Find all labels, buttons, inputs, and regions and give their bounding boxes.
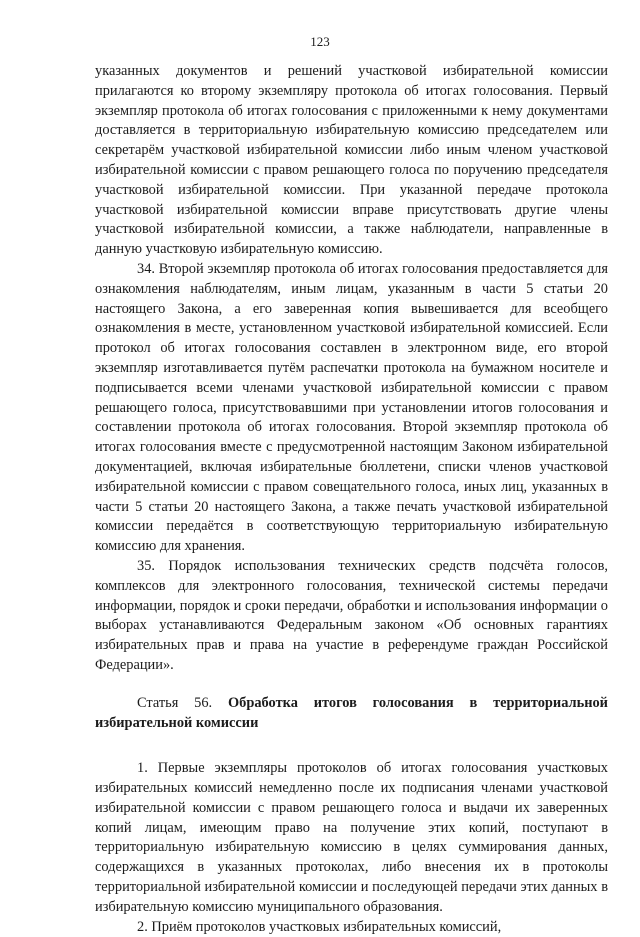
paragraph-35: 35. Порядок использования технических средств подсчёта голосов, комплексов для электронного голосования, технической системы передачи информации, порядок и сроки передачи, обработки и использования информации о выборах устанавливаются Федеральным законом «Об основных гарантиях избирательных прав и права на участие в референдуме граждан Российской Федерации».	[95, 557, 608, 673]
document-body	[95, 62, 608, 937]
article-label: Статья 56.	[137, 694, 213, 711]
article-56-paragraph-2: 2. Приём протоколов участковых избирательных комиссий,	[137, 918, 502, 935]
article-heading	[95, 694, 608, 734]
article-title: Обработка итогов голосования в территориальной избирательной комиссии	[95, 694, 608, 731]
paragraph-continuation: указанных документов и решений участковой избирательной комиссии прилагаются ко второму экземпляру протокола об итогах голосования. Первый экземпляр протокола об итогах голосования с приложенными к нему документами доставляется в территориальную избирательную комиссию председателем или секретарём участковой избирательной комиссии либо иным членом участковой избирательной комиссии с правом решающего голоса по поручению председателя участковой избирательной комиссии. При указанной передаче протокола участковой избирательной комиссии вправе присутствовать другие члены участковой избирательной комиссии, а также наблюдатели, направленные в данную участковую избирательную комиссию.	[95, 63, 608, 258]
paragraph-34: 34. Второй экземпляр протокола об итогах голосования предоставляется для ознакомления наблюдателям, иным лицам, указанным в части 5 статьи 20 настоящего Закона, а его заверенная копия вывешивается для всеобщего ознакомления в месте, установленном участковой избирательной комиссией. Если протокол об итогах голосования составлен в электронном виде, его второй экземпляр изготавливается путём распечатки протокола на бумажном носителе и подписывается всеми членами участковой избирательной комиссии с правом решающего голоса, присутствовавшими при установлении итогов голосования и составлении протокола об итогах голосования. Второй экземпляр протокола об итогах голосования вместе с предусмотренной настоящим Законом избирательной документацией, включая избирательные бюллетени, списки членов участковой избирательной комиссии с правом совещательного голоса, иных лиц, указанных в части 5 статьи 20 настоящего Закона, а также печать участковой избирательной комиссии передаётся в соответствующую территориальную избирательную комиссию для хранения.	[95, 260, 608, 555]
article-56-paragraph-1: 1. Первые экземпляры протоколов об итогах голосования участковых избирательных комиссий немедленно после их подписания членами участковой избирательной комиссии с правом решающего голоса и выдачи их заверенных копий лицам, имеющим право на получение этих копий, поступают в территориальную избирательную комиссию в целях суммирования данных, содержащихся в указанных протоколах, либо внесения их в протоколы территориальной избирательной комиссии и последующей передачи этих данных в избирательную комиссию муниципального образования.	[95, 760, 608, 915]
page-number: 123	[310, 34, 330, 49]
